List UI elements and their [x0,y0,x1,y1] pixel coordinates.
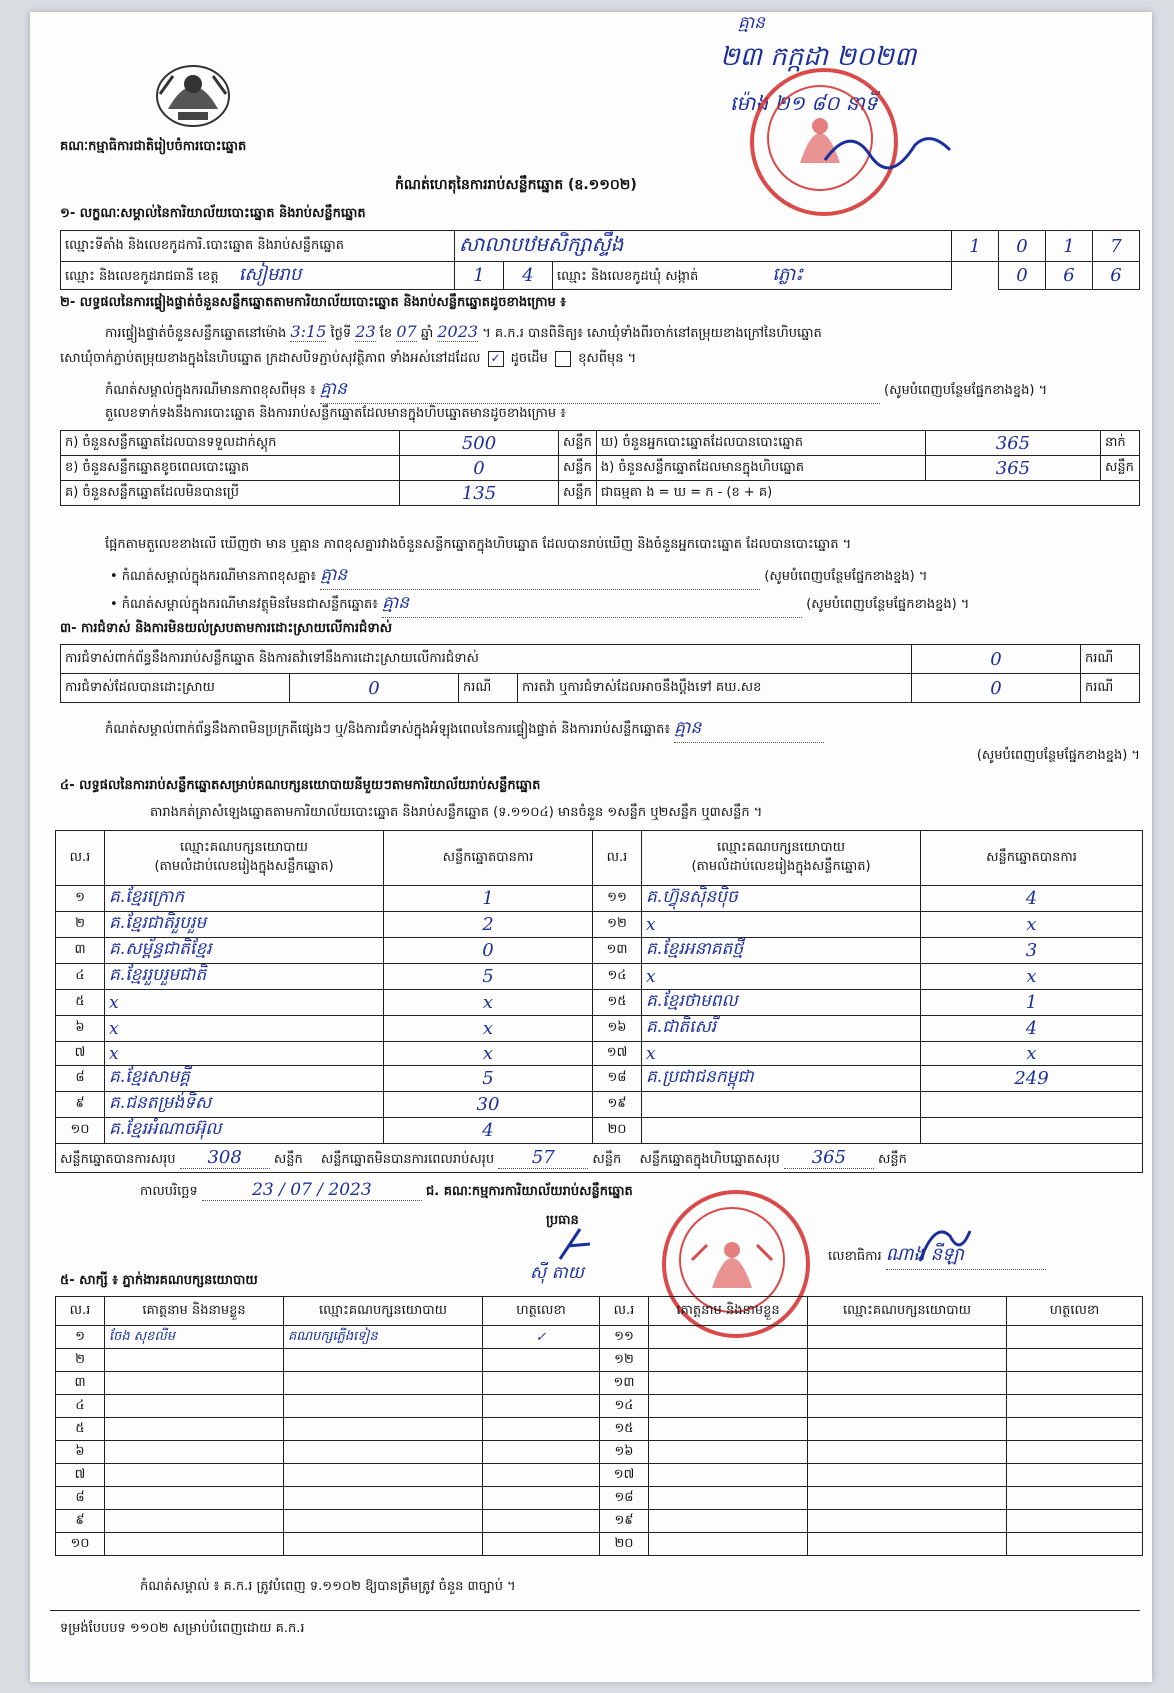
w-col-sign-left: ហត្ថលេខា [483,1297,600,1326]
table-row [56,1118,1143,1144]
party-no: ១៦ [593,1016,642,1042]
diff-label: ខុសពីមុន [578,351,624,366]
witness-name [649,1464,808,1487]
check-time-line [105,322,1145,344]
row-c-value: 135 [400,481,559,506]
witness-no: ១៤ [600,1395,649,1418]
witness-no: ១២ [600,1349,649,1372]
form-title: កំណត់ហេតុនៃការរាប់សន្លឹកឆ្នោត (ឧ.១១០២) [395,177,637,193]
note3-label: • កំណត់សម្គាល់ក្នុងករណីមានវត្ថុមិនមែនជាសន្លឹកឆ្នោត៖ [110,597,378,612]
party-name: គ.ហ៊្វុនស៊ិនប៉ិច [642,886,921,912]
witness-name [105,1349,284,1372]
station-code-4: 7 [1093,231,1140,262]
station-table [60,230,1140,290]
table-row [56,1016,1143,1042]
station-code-1: 1 [952,231,999,262]
witness-no: ៦ [56,1441,105,1464]
witness-no: ១០ [56,1533,105,1556]
total-valid-label: សន្លឹកឆ្នោតបានការសរុប [60,1151,176,1167]
witness-no: ១៩ [600,1510,649,1533]
witness-signature [483,1441,600,1464]
commune-name: ភ្លោះ [772,264,804,285]
witness-signature [1007,1533,1143,1556]
org-name: គណៈកម្មាធិការជាតិរៀបចំការបោះឆ្នោត [60,139,247,154]
check-year: 2023 [437,322,479,341]
witness-no: ៥ [56,1418,105,1441]
witness-no: ១១ [600,1326,649,1349]
objection-row3-label: ការតវ៉ា ឬការជំទាស់ដែលអាចនឹងប្តឹងទៅ គឃ.សខ [518,674,912,703]
objection-note-label: កំណត់សម្គាល់ពាក់ព័ន្ធនឹងភាពមិនប្រក្រតីផ្សេងៗ ឬ/និងការជំទាស់ក្នុងអំឡុងពេលនៃការផ្ទៀងផ្ទាត់ និងការរាប់សន្លឹកឆ្នោត៖ [105,722,671,737]
secretary-name: ណាង នីឡា [886,1242,1046,1270]
note3-value: គ្មាន [382,592,802,618]
witness-name [105,1395,284,1418]
row-b-value: 0 [400,456,559,481]
chair-name: ស៊ី តាយ [530,1263,584,1283]
witness-name [105,1372,284,1395]
ballot-figures-table [60,430,1140,506]
party-votes: 4 [921,886,1143,912]
formula: ជាធម្មតា ង = ឃ = ក - (ខ + គ) [596,481,1139,506]
witness-no: ៧ [56,1464,105,1487]
col-votes-right: សន្លឹកឆ្នោតបានការ [921,831,1143,886]
table-row [56,1464,1143,1487]
table-row [56,1395,1143,1418]
objection-row2-value: 0 [290,674,459,703]
witness-party [284,1418,483,1441]
objection-table [60,644,1140,703]
party-no: ១១ [593,886,642,912]
table-row [56,964,1143,990]
check-day: 23 [355,322,376,341]
row-d-label: ឃ) ចំនួនអ្នកបោះឆ្នោតដែលបានបោះឆ្នោត [596,431,925,456]
table-row [56,1418,1143,1441]
objection-row2-label: ការជំទាស់ដែលបានដោះស្រាយ [61,674,290,703]
witness-party [808,1533,1007,1556]
w-col-name-left: គោត្តនាម និងនាមខ្លួន [105,1297,284,1326]
seal-line: សោឃុំចាក់ភ្ជាប់តម្រុយខាងក្នុងនៃហិបឆ្នោត ក្រដាសបិទភ្ជាប់សុវត្ថិភាព ទាំងអស់នៅដដែល ✓ ដូចដើម ខុសពីមុន ។ [60,350,637,366]
table-row [56,886,1143,912]
witness-name [105,1441,284,1464]
witness-name [649,1418,808,1441]
total-invalid: 57 [498,1147,588,1169]
day-label: ថ្ងៃទី [330,326,352,341]
party-name: គ.ខ្មែរសាមគ្គី [105,1066,384,1092]
total-valid: 308 [180,1147,270,1169]
party-results-table [55,830,1143,1173]
tally-intro: តារាងកត់ត្រាសំឡេងឆ្នោតតាមការិយាល័យបោះឆ្នោត និងរាប់សន្លឹកឆ្នោត (ទ.១១០៤) មានចំនួន ១សន្លឹក ឬ២សន្លឹក ឬ៣សន្លឹក ។ [150,805,763,820]
year-label: ឆ្នាំ [420,326,434,341]
witness-party [284,1441,483,1464]
party-name: x [642,912,921,938]
witness-signature [483,1464,600,1487]
witness-name [649,1326,808,1349]
col-party-right: ឈ្មោះគណបក្សនយោបាយ (តាមលំដាប់លេខរៀងក្នុងសន្លឹកឆ្នោត) [642,831,921,886]
hw-corner-line3: ម៉ោង ២១ ៨០ នាទី [730,91,878,115]
province-label: ឈ្មោះ និងលេខកូដរាជធានី ខេត្ត [65,269,219,284]
total-box-unit: សន្លឹក [878,1151,907,1167]
row-e-label: ង) ចំនួនសន្លឹកឆ្នោតដែលមានក្នុងហិបឆ្នោត [596,456,925,481]
witness-signature [483,1418,600,1441]
same-label: ដូចដើម [510,351,548,366]
witness-signature [1007,1487,1143,1510]
note1-hint: (សូមបំពេញបន្ថែមផ្នែកខាងខ្នង) ។ [884,383,1048,398]
footer-divider [50,1610,1140,1611]
witness-party [808,1418,1007,1441]
col-no-left: ល.រ [56,831,105,886]
station-code-2: 0 [999,231,1046,262]
station-label: ឈ្មោះទីតាំង និងលេខកូដការិ.បោះឆ្នោត និងរាប់សន្លឹកឆ្នោត [61,231,455,262]
w-col-name-right: គោត្តនាម និងនាមខ្លួន [649,1297,808,1326]
note2-value: គ្មាន [320,564,760,590]
same-checkbox[interactable]: ✓ [488,351,504,367]
objection-row1-unit: ករណី [1081,645,1140,674]
objection-note-line [105,717,824,743]
witness-signature [483,1395,600,1418]
section3-heading: ៣- ការជំទាស់ និងការមិនយល់ស្របតាមការដោះស្រាយលើការជំទាស់ [60,621,392,636]
check-time: 3:15 [290,322,327,341]
witness-party [284,1464,483,1487]
witness-no: ៣ [56,1372,105,1395]
row-e-unit: សន្លឹក [1101,456,1140,481]
party-votes: 1 [384,886,593,912]
witness-no: ៤ [56,1395,105,1418]
party-votes: 3 [921,938,1143,964]
witness-signature [1007,1441,1143,1464]
party-no: ៧ [56,1042,105,1066]
party-votes: 5 [384,1066,593,1092]
party-votes: x [384,1042,593,1066]
tally-date: 23 / 07 / 2023 [202,1180,422,1201]
party-votes: x [921,912,1143,938]
commune-label: ឈ្មោះ និងលេខកូដឃុំ សង្កាត់ [557,269,699,284]
party-no: ១៣ [593,938,642,964]
party-name: គ.ខ្មែរអំណាចអ៊ុល [105,1118,384,1144]
row-a-value: 500 [400,431,559,456]
witness-no: ៨ [56,1487,105,1510]
witness-name [649,1395,808,1418]
w-col-party-left: ឈ្មោះគណបក្សនយោបាយ [284,1297,483,1326]
party-name: គ.ខ្មែរក្រោក [105,886,384,912]
tally-totals [56,1144,1143,1173]
party-no: ១៥ [593,990,642,1016]
objection-row3-value: 0 [912,674,1081,703]
party-votes: x [921,964,1143,990]
table-row [56,1487,1143,1510]
witness-no: ៩ [56,1510,105,1533]
witness-signature [1007,1326,1143,1349]
witness-signature [1007,1418,1143,1441]
witness-no: ១៧ [600,1464,649,1487]
party-votes: 5 [384,964,593,990]
chair-label: ប្រធាន [546,1213,579,1228]
row-a-unit: សន្លឹក [559,431,597,456]
party-votes: 0 [384,938,593,964]
commune-code-1: 0 [999,262,1046,290]
form-sheet [30,12,1152,1682]
hw-corner-line1: គ្មាន [738,13,765,33]
note2-label: • កំណត់សម្គាល់ក្នុងករណីមានភាពខុសគ្នា៖ [110,569,317,584]
witness-party [808,1372,1007,1395]
party-name: x [105,990,384,1016]
party-name: គ.សម្ព័ន្ធជាតិខ្មែរ [105,938,384,964]
total-invalid-label: សន្លឹកឆ្នោតមិនបានការពេលរាប់សរុប [320,1151,495,1167]
month-label: ខែ [379,326,393,341]
witness-signature [483,1510,600,1533]
chair-signature [550,1224,600,1264]
witness-name [649,1487,808,1510]
row-c-label: គ) ចំនួនសន្លឹកឆ្នោតដែលមិនបានប្រើ [61,481,400,506]
province-name: សៀមរាប [238,264,302,285]
witness-name [105,1533,284,1556]
witness-no: ១ [56,1326,105,1349]
witness-signature [1007,1464,1143,1487]
witness-signature: ✓ [483,1326,600,1349]
witness-name [649,1349,808,1372]
table-row [56,912,1143,938]
party-no: ១ [56,886,105,912]
witness-name [649,1533,808,1556]
party-no: ១៧ [593,1042,642,1066]
party-no: ៩ [56,1092,105,1118]
for-committee-label: ជ. គណៈកម្មការការិយាល័យរាប់សន្លឹកឆ្នោត [426,1184,633,1199]
witness-no: ២ [56,1349,105,1372]
witness-signature [483,1487,600,1510]
station-code-3: 1 [1046,231,1093,262]
witness-signature [483,1533,600,1556]
witness-party [808,1510,1007,1533]
party-votes: 4 [921,1016,1143,1042]
witness-party [808,1349,1007,1372]
check-month: 07 [396,322,417,341]
table-row [56,1066,1143,1092]
check-line1b: ។ គ.ក.រ បានពិនិត្យ៖ សោឃុំទាំងពីរចាក់នៅតម្រុយខាងក្រៅនៃហិបឆ្នោត [482,326,822,341]
date-label: កាលបរិច្ឆេទ [140,1184,198,1199]
witness-name [649,1510,808,1533]
witness-party: គណបក្សភ្លើងទៀន [284,1326,483,1349]
witness-name [105,1464,284,1487]
table-row [56,1042,1143,1066]
commune-code-3: 6 [1093,262,1140,290]
form-footer: ទម្រង់បែបបទ ១១០២ សម្រាប់បំពេញដោយ គ.ក.រ [60,1621,305,1636]
party-no: ៥ [56,990,105,1016]
w-col-no-right: ល.រ [600,1297,649,1326]
witness-name [649,1372,808,1395]
objection-row2-unit: ករណី [459,674,518,703]
party-name: គ.ប្រជាជនកម្ពុជា [642,1066,921,1092]
witness-signature [1007,1372,1143,1395]
witness-party [808,1464,1007,1487]
witness-no: ១៣ [600,1372,649,1395]
hw-corner-line2: ២៣ កក្កដា ២០២៣ [720,42,917,72]
witness-no: ១៦ [600,1441,649,1464]
note1-line [105,378,1047,404]
table-row [56,1349,1143,1372]
party-no: ៨ [56,1066,105,1092]
witness-signature [483,1349,600,1372]
party-votes: x [384,990,593,1016]
total-invalid-unit: សន្លឹក [592,1151,622,1167]
check-time-label: ការផ្ទៀងផ្ទាត់ចំនួនសន្លឹកឆ្នោតនៅម៉ោង [105,326,287,341]
objection-hint: (សូមបំពេញបន្ថែមផ្នែកខាងខ្នង) ។ [976,748,1140,763]
witness-no: ១៨ [600,1487,649,1510]
note3-hint: (សូមបំពេញបន្ថែមផ្នែកខាងខ្នង) ។ [806,597,970,612]
tally-date-line [140,1180,633,1202]
party-votes: 249 [921,1066,1143,1092]
note2-hint: (សូមបំពេញបន្ថែមផ្នែកខាងខ្នង) ។ [764,569,928,584]
section4-heading: ៤- លទ្ធផលនៃការរាប់សន្លឹកឆ្នោតសម្រាប់គណបក្សនយោបាយនីមួយៗតាមការិយាល័យរាប់សន្លឹកឆ្នោត [60,778,541,793]
row-e-value: 365 [925,456,1100,481]
witness-signature [483,1372,600,1395]
party-name: x [642,1042,921,1066]
witness-party [808,1487,1007,1510]
table-row [56,990,1143,1016]
objection-note-value: គ្មាន [674,717,824,743]
figures-intro: តួលេខទាក់ទងនឹងការបោះឆ្នោត និងការរាប់សន្លឹកឆ្នោតដែលមានក្នុងហិបឆ្នោតមានដូចខាងក្រោម ៖ [105,406,566,421]
table-row [56,1510,1143,1533]
party-no: ៤ [56,964,105,990]
party-no: ១៤ [593,964,642,990]
party-votes [921,1092,1143,1118]
witness-signature [1007,1510,1143,1533]
col-party-left: ឈ្មោះគណបក្សនយោបាយ (តាមលំដាប់លេខរៀងក្នុងសន្លឹកឆ្នោត) [105,831,384,886]
witness-party [808,1441,1007,1464]
diff-checkbox[interactable] [555,351,571,367]
row-b-unit: សន្លឹក [559,456,597,481]
witness-party [808,1395,1007,1418]
row-a-label: ក) ចំនួនសន្លឹកឆ្នោតដែលបានទទួលដាក់ស្តុក [61,431,400,456]
party-no: ១០ [56,1118,105,1144]
witness-party [284,1349,483,1372]
table-row [56,1533,1143,1556]
col-no-right: ល.រ [593,831,642,886]
witness-party [284,1372,483,1395]
witness-no: ១៥ [600,1418,649,1441]
party-name: x [105,1016,384,1042]
party-name [642,1118,921,1144]
total-valid-unit: សន្លឹក [273,1151,303,1167]
party-votes: 30 [384,1092,593,1118]
witness-table [55,1296,1143,1556]
witness-party [284,1510,483,1533]
row-b-label: ខ) ចំនួនសន្លឹកឆ្នោតខូចពេលបោះឆ្នោត [61,456,400,481]
station-name: សាលាបឋមសិក្សាស្ទឹង [455,231,952,262]
seal-text: សោឃុំចាក់ភ្ជាប់តម្រុយខាងក្នុងនៃហិបឆ្នោត ក្រដាសបិទភ្ជាប់សុវត្ថិភាព ទាំងអស់នៅដដែល [60,351,481,366]
party-no: ១៨ [593,1066,642,1092]
row-c-unit: សន្លឹក [559,481,597,506]
row-d-unit: នាក់ [1101,431,1140,456]
witness-name [649,1441,808,1464]
table-row [56,938,1143,964]
party-votes [921,1118,1143,1144]
party-no: ៦ [56,1016,105,1042]
party-name: គ.ជនតម្រង់ទិស [105,1092,384,1118]
section2-heading: ២- លទ្ធផលនៃការផ្ទៀងផ្ទាត់ចំនួនសន្លឹកឆ្នោតតាមការិយាល័យបោះឆ្នោត និងរាប់សន្លឹកឆ្នោតដូចខាងក្រោម ៖ [60,295,566,310]
row-d-value: 365 [925,431,1100,456]
w-col-no-left: ល.រ [56,1297,105,1326]
witness-signature [1007,1349,1143,1372]
witness-name [105,1510,284,1533]
party-name: គ.ខ្មែររួបរួមជាតិ [105,964,384,990]
total-box-label: សន្លឹកឆ្នោតក្នុងហិបឆ្នោតសរុប [639,1151,780,1167]
objection-row1-value: 0 [912,645,1081,674]
witness-signature [1007,1395,1143,1418]
secretary-label: លេខាធិការ [828,1249,882,1264]
party-no: ២០ [593,1118,642,1144]
witness-party [808,1326,1007,1349]
party-name: គ.ខ្មែរជាតិរួបរួម [105,912,384,938]
w-col-sign-right: ហត្ថលេខា [1007,1297,1143,1326]
table-row [56,1372,1143,1395]
party-no: ២ [56,912,105,938]
witness-party [284,1533,483,1556]
note3-line [110,592,969,618]
party-name: គ.ជាតិសេរី [642,1016,921,1042]
table-row [56,1441,1143,1464]
party-name: គ.ខ្មែរអនាគតថ្មី [642,938,921,964]
party-votes: 1 [921,990,1143,1016]
province-code-1: 1 [455,262,504,290]
party-name: x [105,1042,384,1066]
party-no: ១៩ [593,1092,642,1118]
table-row [56,1092,1143,1118]
secretary-signature [910,1216,980,1266]
province-code-2: 4 [504,262,553,290]
objection-row1-label: ការជំទាស់ពាក់ព័ន្ធនឹងការរាប់សន្លឹកឆ្នោត និងការតវ៉ាទៅនឹងការដោះស្រាយលើការជំទាស់ [61,645,912,674]
hw-signature-top [820,120,960,180]
note1-label: កំណត់សម្គាល់ក្នុងករណីមានភាពខុសពីមុន ៖ [105,383,316,398]
witness-name: ចែង សុខលីម [105,1326,284,1349]
section1-heading: ១- លក្ខណៈសម្គាល់នៃការិយាល័យបោះឆ្នោត និងរាប់សន្លឹកឆ្នោត [60,206,366,221]
party-votes: 2 [384,912,593,938]
party-no: ៣ [56,938,105,964]
witness-name [105,1487,284,1510]
total-box: 365 [784,1147,874,1169]
party-name: x [642,964,921,990]
party-votes: 4 [384,1118,593,1144]
party-votes: x [384,1016,593,1042]
party-no: ១២ [593,912,642,938]
party-votes: x [921,1042,1143,1066]
w-col-party-right: ឈ្មោះគណបក្សនយោបាយ [808,1297,1007,1326]
witness-name [105,1418,284,1441]
objection-row3-unit: ករណី [1081,674,1140,703]
party-name [642,1092,921,1118]
witness-party [284,1395,483,1418]
witness-no: ២០ [600,1533,649,1556]
note2-line [110,564,927,590]
national-emblem-icon [148,54,238,134]
table-row [56,1326,1143,1349]
col-votes-left: សន្លឹកឆ្នោតបានការ [384,831,593,886]
footnote: កំណត់សម្គាល់ ៖ គ.ក.រ ត្រូវបំពេញ ទ.១១០២ ឱ្យបានត្រឹមត្រូវ ចំនួន ៣ច្បាប់ ។ [140,1579,516,1594]
party-name: គ.ខ្មែរថាមពល [642,990,921,1016]
section5-heading: ៥- សាក្សី ៖ ភ្នាក់ងារគណបក្សនយោបាយ [60,1273,258,1288]
commune-code-2: 6 [1046,262,1093,290]
compare-line: ផ្អែកតាមតួលេខខាងលើ ឃើញថា មាន ឬគ្មាន ភាពខុសគ្នារវាងចំនួនសន្លឹកឆ្នោតក្នុងហិបឆ្នោត ដែលបានរាប់ឃើញ និងចំនួនអ្នកបោះឆ្នោត ដែលបានបោះឆ្នោត ។ [105,537,852,552]
note1-value: គ្មាន [320,378,880,404]
witness-party [284,1487,483,1510]
